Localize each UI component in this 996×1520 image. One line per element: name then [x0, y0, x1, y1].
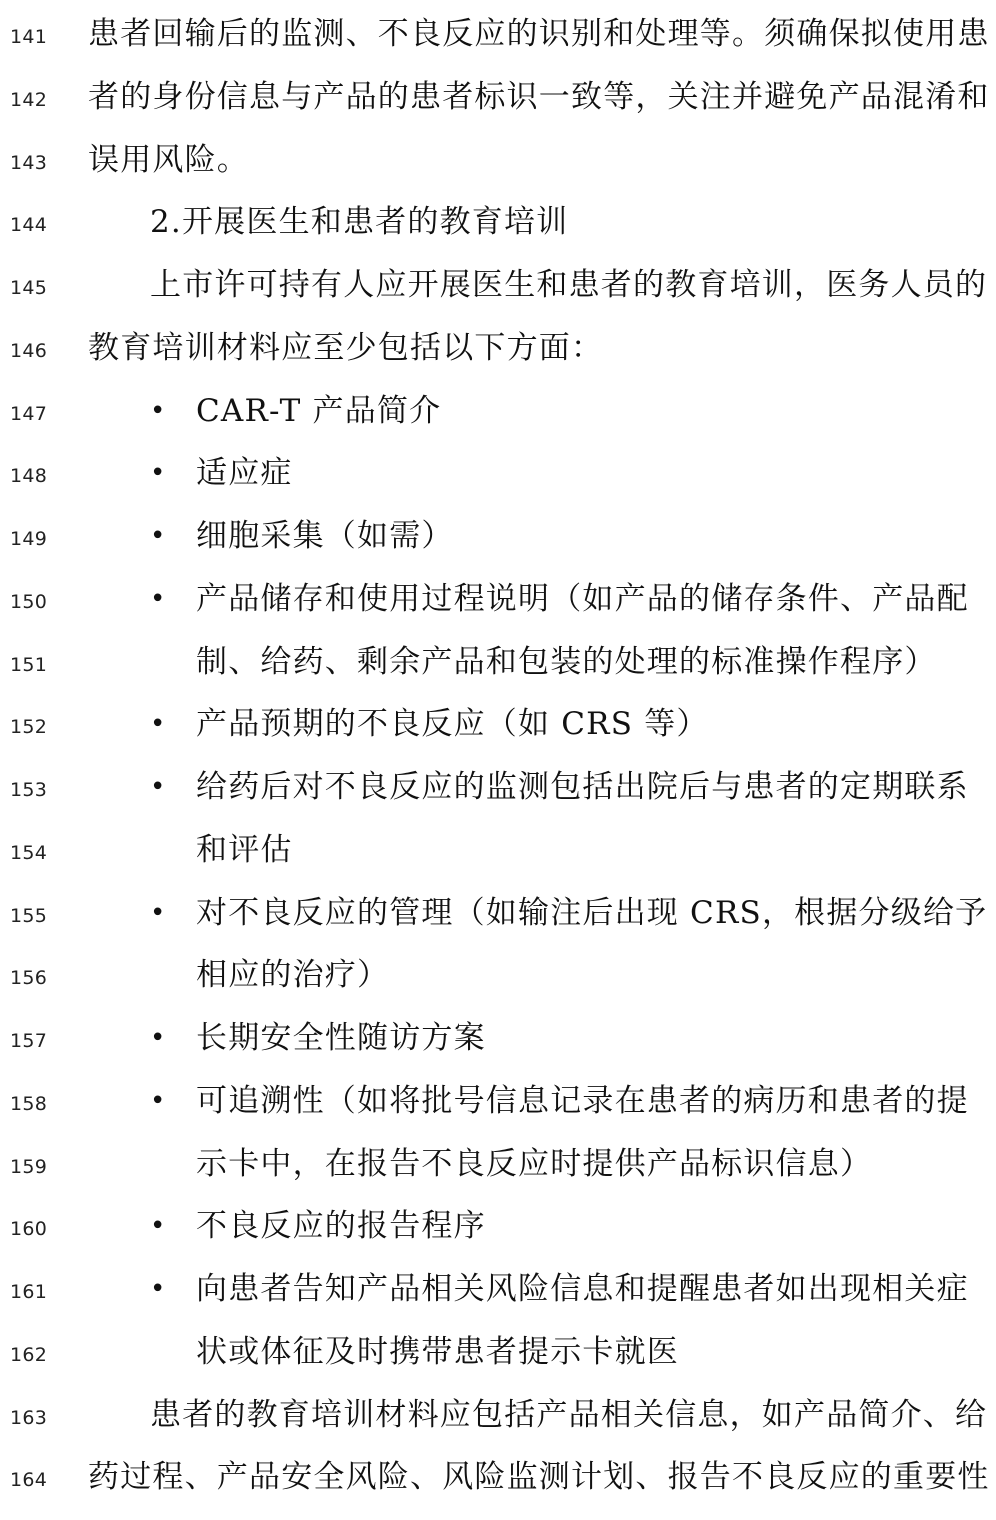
document-line: [0, 642, 996, 705]
document-line: [0, 14, 996, 77]
document-line: [0, 1144, 996, 1207]
bullet-icon: •: [150, 521, 166, 551]
line-number: 145: [10, 277, 48, 299]
paragraph-text: 患者的教育培训材料应包括产品相关信息，如产品简介、给: [150, 1396, 988, 1433]
document-line: [0, 77, 996, 140]
line-number: 152: [10, 716, 48, 739]
line-number: 143: [10, 151, 48, 174]
line-number: 141: [10, 26, 48, 48]
line-number: 144: [10, 214, 48, 237]
line-number: 161: [10, 1281, 48, 1303]
bullet-icon: •: [150, 1085, 166, 1116]
document-line: [0, 1081, 996, 1144]
paragraph-text: 药过程、产品安全风险、风险监测计划、报告不良反应的重要性: [88, 1459, 990, 1496]
bullet-icon: •: [150, 772, 166, 802]
list-item-text: 对不良反应的管理（如输注后出现 CRS，根据分级给予: [196, 894, 988, 931]
paragraph-text: 教育培训材料应至少包括以下方面：: [88, 329, 604, 366]
document-line: [0, 453, 996, 516]
line-number: 149: [10, 528, 48, 550]
list-item-text: CAR-T 产品简介: [196, 392, 442, 429]
document-line: [0, 1018, 996, 1081]
bullet-icon: •: [150, 897, 166, 928]
line-number: 162: [10, 1343, 48, 1366]
bullet-icon: •: [150, 1274, 166, 1304]
line-number: 147: [10, 402, 48, 425]
line-number: 163: [10, 1406, 48, 1429]
line-number: 154: [10, 841, 48, 864]
bullet-icon: •: [150, 583, 166, 614]
line-number: 146: [10, 339, 48, 362]
paragraph-text: 者的身份信息与产品的患者标识一致等，关注并避免产品混淆和: [88, 78, 990, 115]
line-number: 142: [10, 88, 48, 111]
list-item-text: 给药后对不良反应的监测包括出院后与患者的定期联系: [196, 769, 969, 805]
paragraph-text: 2.开展医生和患者的教育培训: [150, 204, 569, 241]
bullet-icon: •: [150, 1023, 166, 1053]
document-line: [0, 1332, 996, 1395]
line-number: 148: [10, 465, 48, 488]
list-item-text: 产品预期的不良反应（如 CRS 等）: [196, 706, 709, 743]
line-number: 159: [10, 1155, 48, 1178]
list-item-text: 长期安全性随访方案: [196, 1020, 486, 1056]
line-number: 153: [10, 779, 48, 801]
line-number: 157: [10, 1030, 48, 1052]
document-line: [0, 704, 996, 767]
document-line: [0, 140, 996, 203]
list-item-text: 相应的治疗）: [196, 957, 390, 994]
paragraph-text: 误用风险。: [88, 141, 249, 178]
document-line: [0, 516, 996, 579]
list-item-text: 不良反应的报告程序: [196, 1208, 486, 1245]
document-line: [0, 328, 996, 391]
paragraph-text: 上市许可持有人应开展医生和患者的教育培训，医务人员的: [150, 267, 988, 303]
bullet-icon: •: [150, 1211, 166, 1242]
list-item-text: 适应症: [196, 455, 293, 492]
list-item-text: 状或体征及时携带患者提示卡就医: [196, 1333, 679, 1370]
document-line: [0, 579, 996, 642]
list-item-text: 细胞采集（如需）: [196, 518, 454, 554]
paragraph-text: 患者回输后的监测、不良反应的识别和处理等。须确保拟使用患: [88, 16, 990, 52]
list-item-text: 向患者告知产品相关风险信息和提醒患者如出现相关症: [196, 1271, 969, 1307]
list-item-text: 和评估: [196, 831, 293, 868]
document-line: [0, 1269, 996, 1332]
document-line: [0, 391, 996, 454]
line-number: 164: [10, 1469, 48, 1492]
line-number: 160: [10, 1218, 48, 1241]
document-line: [0, 830, 996, 893]
list-item-text: 示卡中，在报告不良反应时提供产品标识信息）: [196, 1145, 873, 1182]
bullet-icon: •: [150, 709, 166, 740]
document-line: [0, 955, 996, 1018]
document-line: [0, 893, 996, 956]
document-line: [0, 265, 996, 328]
document-line: [0, 1395, 996, 1458]
document-line: [0, 202, 996, 265]
line-number: 150: [10, 590, 48, 613]
line-number: 156: [10, 967, 48, 990]
list-item-text: 产品储存和使用过程说明（如产品的储存条件、产品配: [196, 580, 969, 617]
document-line: [0, 767, 996, 830]
list-item-text: 可追溯性（如将批号信息记录在患者的病历和患者的提: [196, 1082, 969, 1119]
document-line: [0, 1206, 996, 1269]
bullet-icon: •: [150, 458, 166, 489]
line-number: 151: [10, 653, 48, 676]
line-number: 155: [10, 904, 48, 927]
bullet-icon: •: [150, 395, 166, 426]
document-line: [0, 1457, 996, 1520]
list-item-text: 制、给药、剩余产品和包装的处理的标准操作程序）: [196, 643, 937, 680]
line-number: 158: [10, 1092, 48, 1115]
